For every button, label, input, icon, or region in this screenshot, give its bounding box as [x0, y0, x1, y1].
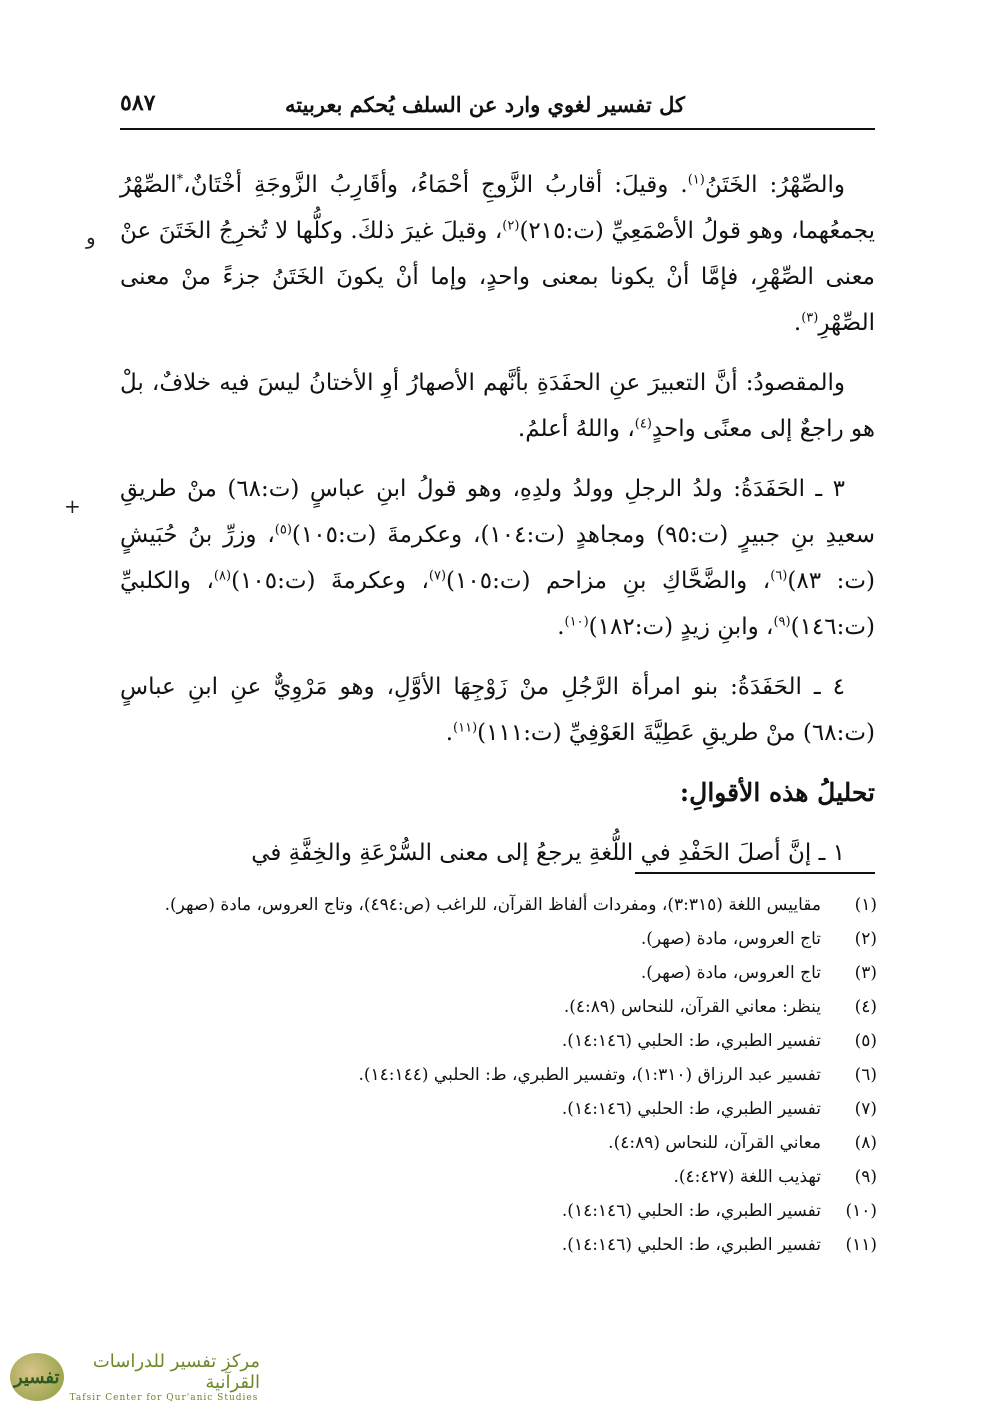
footnote-number: (١١) — [845, 1235, 877, 1255]
footnote-text: مقاييس اللغة (٣:٣١٥)، ومفردات ألفاظ القرآن، للراغب (ص:٤٩٤)، وتاج العروس، مادة (صهر). — [164, 895, 821, 915]
footnote-item — [120, 922, 877, 956]
body-paragraph — [120, 466, 875, 650]
paragraph-text: ، وزرِّ بنُ حُبَيشٍ (ت: ٨٣) — [120, 522, 876, 594]
footnote-ref: (٤) — [634, 416, 652, 432]
footnote-ref: (٨) — [213, 568, 232, 584]
paragraph-container — [120, 162, 875, 756]
footnote-text: تفسير الطبري، ط: الحلبي (١٤:١٤٦). — [561, 1031, 821, 1051]
paragraph-text: ، وقيلَ غيرَ ذلكَ. وكلُّها لا تُخرِجُ الخَتَنَ عنْ معنى الصِّهْرِ، فإمَّا أنْ يكونا بمعنى واحدٍ، وإما أنْ يكونَ الخَتَنُ جزءً منْ معنى الصِّهْرِ — [120, 218, 875, 336]
logo-arabic: مركز تفسير للدراسات القرآنية — [92, 1351, 260, 1393]
logo-emblem: تفسير — [10, 1353, 64, 1401]
footnotes — [120, 888, 877, 1262]
footnote-ref: (٢) — [502, 218, 520, 234]
paragraph-text: . — [557, 614, 565, 640]
footnote-item — [120, 1228, 877, 1262]
footnote-number: (٤) — [854, 997, 877, 1017]
footnote-item — [120, 1024, 877, 1058]
body-paragraph — [120, 664, 875, 756]
paragraph-text: ، والضَّحَّاكِ بنِ مزاحم (ت:١٠٥) — [446, 568, 771, 594]
footnote-ref: (٧) — [428, 568, 447, 584]
footnote-ref: (١١) — [453, 720, 478, 736]
paragraph-text: الصِّهْرُ يجمعُهما، وهو قولُ الأصْمَعِيِّ (ت:٢١٥) — [120, 172, 875, 244]
footnote-number: (١) — [854, 895, 877, 915]
margin-mark-plus: + — [64, 494, 81, 518]
footnote-text: تاج العروس، مادة (صهر). — [640, 963, 821, 983]
main-text — [120, 162, 875, 890]
footnote-text: تفسير الطبري، ط: الحلبي (١٤:١٤٦). — [561, 1235, 821, 1255]
paragraph-text: . — [793, 310, 802, 336]
section-heading: تحليلُ هذه الأقوالِ: — [679, 778, 875, 807]
footnote-text: تاج العروس، مادة (صهر). — [640, 929, 821, 949]
footnote-text: معاني القرآن، للنحاس (٤:٨٩). — [608, 1133, 821, 1153]
footnote-number: (٣) — [854, 963, 877, 983]
paragraph-text: . — [445, 720, 454, 746]
footnote-separator — [635, 872, 875, 874]
footnote-ref: (٩) — [773, 614, 791, 630]
continuation-line: ١ ـ إنَّ أصلَ الحَفْدِ في اللُّغةِ يرجعُ إلى معنى السُّرْعَةِ والخِفَّةِ في — [251, 840, 845, 866]
header-title: كل تفسير لغوي وارد عن السلف يُحكم بعربيته — [285, 92, 685, 117]
page-number: ٥٨٧ — [120, 90, 156, 116]
logo-english: Tafsir Center for Qur'anic Studies — [69, 1393, 259, 1403]
footnote-text: تفسير الطبري، ط: الحلبي (١٤:١٤٦). — [561, 1099, 821, 1119]
body-paragraph — [120, 162, 875, 346]
body-paragraph — [120, 360, 875, 452]
footnote-number: (٩) — [854, 1167, 877, 1187]
footnote-item — [120, 956, 877, 990]
footnote-number: (٢) — [854, 929, 877, 949]
footnote-number: (٦) — [854, 1065, 877, 1085]
footnote-ref: * — [176, 172, 184, 188]
footnote-number: (١٠) — [845, 1201, 877, 1221]
logo-text — [70, 1351, 260, 1403]
footnote-ref: (٥) — [274, 522, 292, 538]
footnote-number: (٥) — [854, 1031, 877, 1051]
footnote-item — [120, 990, 877, 1024]
paragraph-text: ٤ ـ الحَفَدَةُ: بنو امرأة الرَّجُلِ منْ زَوْجِهَا الأوَّلِ، وهو مَرْوِيٌّ عنِ ابنِ عباسٍ (ت:٦٨) منْ طريقِ عَطِيَّةَ العَوْفِيِّ (ت:١١١) — [120, 674, 875, 746]
margin-mark-waw: و — [86, 225, 96, 249]
footnote-item — [120, 1092, 877, 1126]
footnote-item — [120, 1058, 877, 1092]
paragraph-text: والصِّهْرُ: الخَتَنُ — [704, 172, 846, 198]
paragraph-text: . وقيلَ: أقاربُ الزَّوجِ أحْمَاءُ، وأقَارِبُ الزَّوجَةِ أخْتَانٌ، — [183, 172, 688, 198]
footnote-number: (٨) — [854, 1133, 877, 1153]
paragraph-text: ، واللهُ أعلمُ. — [517, 416, 635, 442]
footnote-item — [120, 888, 877, 922]
paragraph-text: ، وعكرمةَ (ت:١٠٥) — [231, 568, 429, 594]
paragraph-text: ، والكلبيِّ (ت:١٤٦) — [120, 568, 875, 640]
footnote-item — [120, 1126, 877, 1160]
footnote-ref: (١٠) — [564, 614, 589, 630]
footnote-text: تفسير الطبري، ط: الحلبي (١٤:١٤٦). — [561, 1201, 821, 1221]
paragraph-text: ٣ ـ الحَفَدَةُ: ولدُ الرجلِ وولدُ ولدِهِ، وهو قولُ ابنِ عباسٍ (ت:٦٨) منْ طريقِ سعيدِ بنِ جبيرٍ (ت:٩٥) ومجاهدٍ (ت:١٠٤)، وعكرمةَ (ت:١٠٥) — [120, 476, 875, 548]
running-header — [120, 84, 875, 130]
footnote-item — [120, 1194, 877, 1228]
footnote-number: (٧) — [854, 1099, 877, 1119]
footnote-text: تهذيب اللغة (٤:٤٢٧). — [673, 1167, 821, 1187]
paragraph-text: ، وابنِ زيدٍ (ت:١٨٢) — [588, 614, 774, 640]
footnote-item — [120, 1160, 877, 1194]
footnote-ref: (٣) — [801, 310, 819, 326]
footnote-text: تفسير عبد الرزاق (١:٣١٠)، وتفسير الطبري، ط: الحلبي (١٤:١٤٤). — [358, 1065, 821, 1085]
footnote-text: ينظر: معاني القرآن، للنحاس (٤:٨٩). — [563, 997, 821, 1017]
paragraph-text: والمقصودُ: أنَّ التعبيرَ عنِ الحفَدَةِ بأنَّهم الأصهارُ أوِ الأختانُ ليسَ فيه خلافٌ، بلْ هو راجعٌ إلى معنًى واحدٍ — [120, 370, 875, 442]
footnote-ref: (٦) — [770, 568, 788, 584]
footnote-ref: (١) — [687, 172, 705, 188]
publisher-logo — [10, 1347, 260, 1407]
